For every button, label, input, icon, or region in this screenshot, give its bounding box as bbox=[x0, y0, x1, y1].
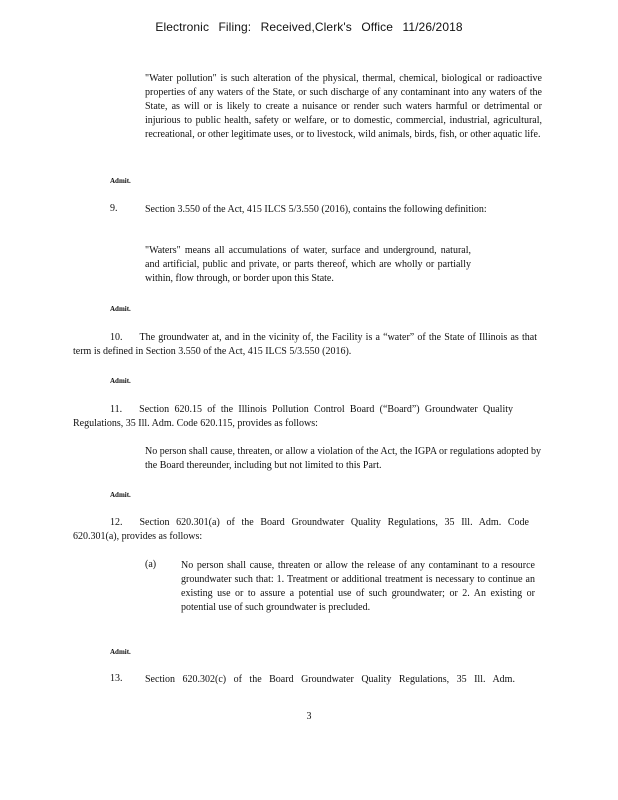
water-pollution-definition-quote: "Water pollution" is such alteration of the physical, thermal, chemical, biological or radioactive properties of any waters of the State, or such discharge of any contaminant into any waters of the State, as will or is likely to create a nuisance or render such waters harmful or detrimental or injurious to public health, safety or welfare, or to domestic, commercial, industrial, agricultural, recreational, or other legitimate uses, or to livestock, wild animals, birds, fish, or other aquatic life. bbox=[145, 73, 542, 140]
paragraph-10-text bbox=[73, 331, 537, 359]
admit-label: Admit. bbox=[110, 305, 131, 313]
waters-definition-quote: "Waters" means all accumulations of water, surface and underground, natural, and artificial, public and private, or parts thereof, which are wholly or partially within, flow through, or border upon this State. bbox=[145, 245, 471, 284]
paragraph-11-body: Section 620.15 of the Illinois Pollution Control Board (“Board”) Groundwater Quality Regulations, 35 Ill. Adm. Code 620.115, provides as follows: bbox=[73, 404, 513, 429]
paragraph-12-text bbox=[73, 516, 529, 544]
paragraph-number-13: 13. bbox=[110, 673, 123, 684]
paragraph-number-12: 12. bbox=[110, 517, 123, 528]
subsection-label-a: (a) bbox=[145, 559, 157, 570]
paragraph-number-11: 11. bbox=[110, 404, 123, 415]
paragraph-10-body: The groundwater at, and in the vicinity of, the Facility is a “water” of the State of Illinois as that term is defined in Section 3.550 of the Act, 415 ILCS 5/3.550 (2016). bbox=[73, 332, 537, 357]
board-regulation-quote: No person shall cause, threaten, or allow a violation of the Act, the IGPA or regulations adopted by the Board thereunder, including but not limited to this Part. bbox=[145, 446, 541, 471]
admit-label: Admit. bbox=[110, 648, 131, 656]
paragraph-13-text: Section 620.302(c) of the Board Groundwater Quality Regulations, 35 Ill. Adm. bbox=[145, 674, 515, 685]
paragraph-number-10: 10. bbox=[110, 332, 123, 343]
admit-label: Admit. bbox=[110, 491, 131, 499]
paragraph-number-9: 9. bbox=[110, 203, 118, 214]
admit-label: Admit. bbox=[110, 177, 131, 185]
admit-label: Admit. bbox=[110, 377, 131, 385]
paragraph-9-text: Section 3.550 of the Act, 415 ILCS 5/3.550 (2016), contains the following definition: bbox=[145, 204, 487, 215]
page-number: 3 bbox=[306, 711, 312, 722]
paragraph-11-text bbox=[73, 403, 513, 431]
subsection-a-text: No person shall cause, threaten or allow the release of any contaminant to a resource groundwater such that: 1. Treatment or additional treatment is necessary to continue an existing use or to assure a potential use of such groundwater; or 2. An existing or potential use of such groundwater is precluded. bbox=[181, 560, 535, 613]
electronic-filing-header: Electronic Filing: Received,Clerk's Office 11/26/2018 bbox=[155, 20, 463, 34]
paragraph-12-body: Section 620.301(a) of the Board Groundwater Quality Regulations, 35 Ill. Adm. Code 620.301(a), provides as follows: bbox=[73, 517, 529, 542]
